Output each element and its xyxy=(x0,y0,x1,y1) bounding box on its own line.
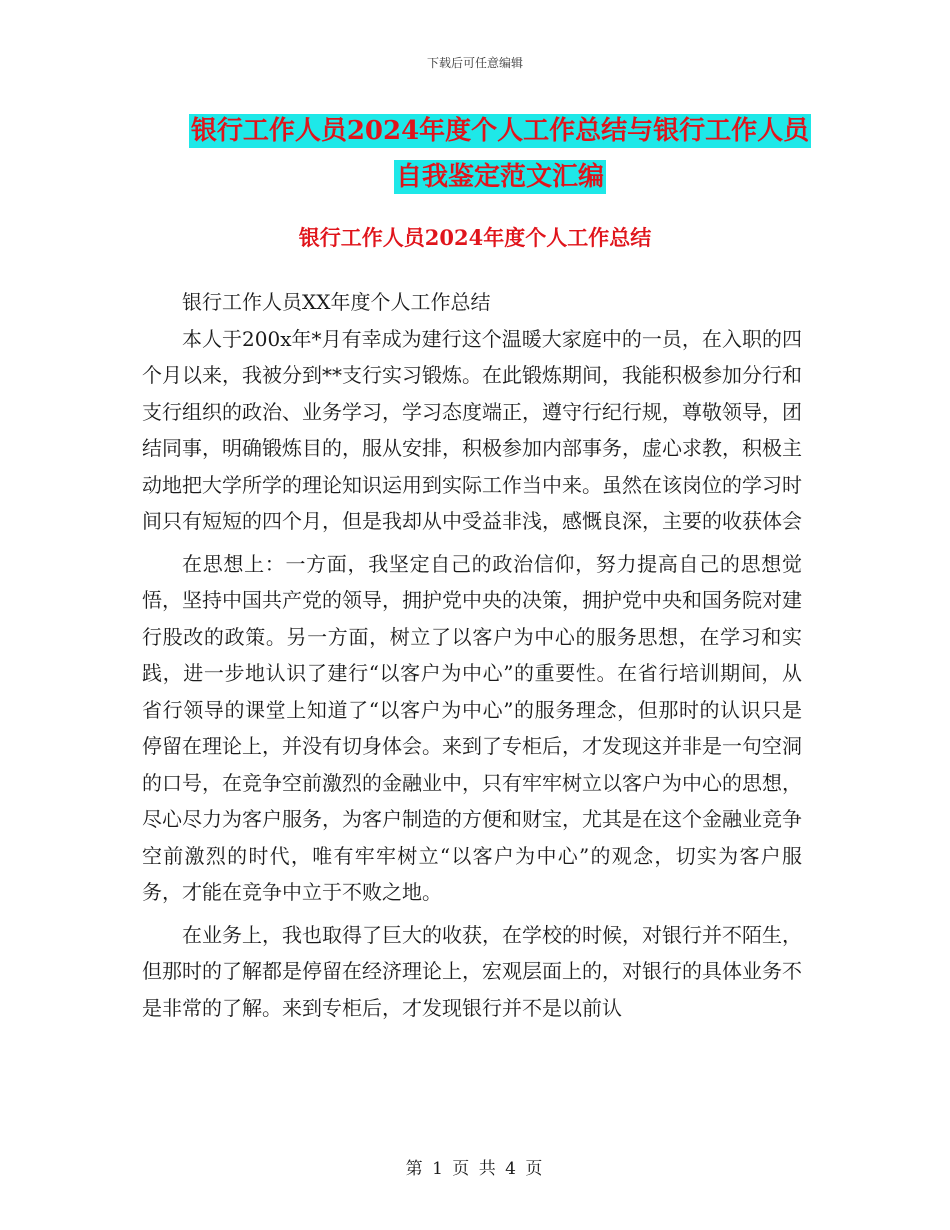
paragraph-business: 在业务上，我也取得了巨大的收获，在学校的时候，对银行并不陌生，但那时的了解都是停留在经济理论上，宏观层面上的，对银行的具体业务不是非常的了解。来到专柜后，才发现银行并不是以前认 xyxy=(142,922,802,1020)
document-title xyxy=(140,108,860,200)
document-title-line-2: 自我鉴定范文汇编 xyxy=(395,162,604,192)
document-body xyxy=(142,284,802,1026)
document-title-line-1: 银行工作人员2024年度个人工作总结与银行工作人员 xyxy=(190,116,810,146)
header-note: 下载后可任意编辑 xyxy=(426,56,523,70)
page-number: 第 1 页 共 4 页 xyxy=(405,1159,545,1179)
paragraph-ideology: 在思想上：一方面，我坚定自己的政治信仰，努力提高自己的思想觉悟，坚持中国共产党的领导，拥护党中央的决策，拥护党中央和国务院对建行股改的政策。另一方面，树立了以客户为中心的服务思想，在学习和实践，进一步地认识了建行“以客户为中心”的重要性。在省行培训期间，从省行领导的课堂上知道了“以客户为中心”的服务理念，但那时的认识只是停留在理论上，并没有切身体会。来到了专柜后，才发现这并非是一句空洞的口号，在竞争空前激烈的金融业中，只有牢牢树立以客户为中心的思想，尽心尽力为客户服务，为客户制造的方便和财宝，尤其是在这个金融业竞争空前激烈的时代，唯有牢牢树立“以客户为中心”的观念，切实为客户服务，才能在竞争中立于不败之地。 xyxy=(142,551,802,904)
section-title: 银行工作人员2024年度个人工作总结 xyxy=(298,225,652,250)
paragraph-intro: 本人于200x年*月有幸成为建行这个温暖大家庭中的一员，在入职的四个月以来，我被分到**支行实习锻炼。在此锻炼期间，我能积极参加分行和支行组织的政治、业务学习，学习态度端正，遵守行纪行规，尊敬领导，团结同事，明确锻炼目的，服从安排，积极参加内部事务，虚心求教，积极主动地把大学所学的理论知识运用到实际工作当中来。虽然在该岗位的学习时间只有短短的四个月，但是我却从中受益非浅，感慨良深，主要的收获体会 xyxy=(142,326,802,533)
paragraph-subtitle: 银行工作人员XX年度个人工作总结 xyxy=(182,290,491,314)
